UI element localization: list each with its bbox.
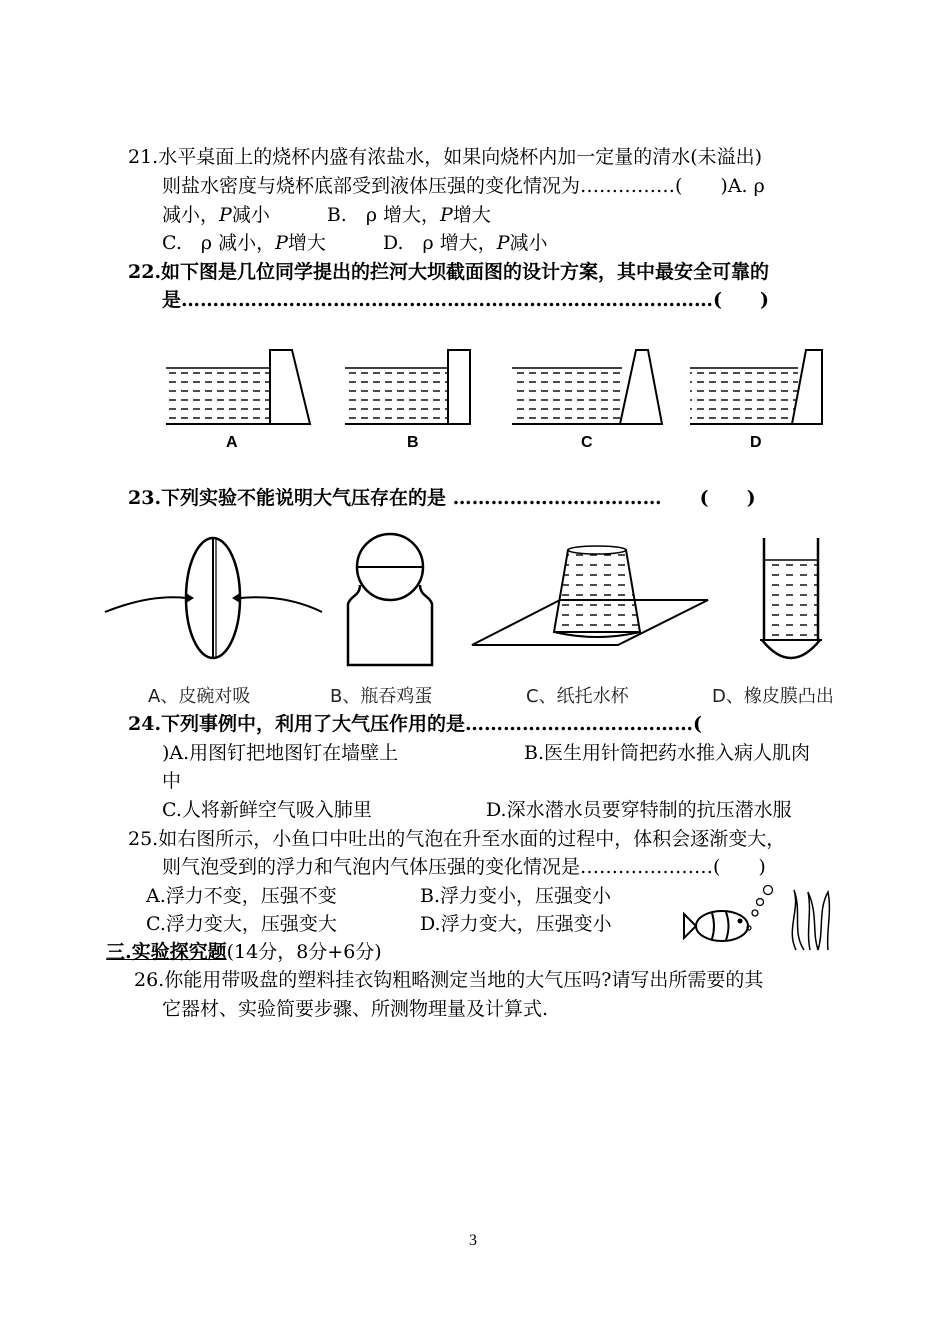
q25-option-c: C.浮力变大，压强变大: [146, 913, 337, 935]
q25-line2: 则气泡受到的浮力和气泡内气体压强的变化情况是…………………( ): [162, 856, 766, 878]
caption-a: A、皮碗对吸: [148, 686, 251, 707]
q24-line4b: D.深水潜水员要穿特制的抗压潜水服: [486, 799, 792, 821]
caption-d: D、橡皮膜凸出: [712, 686, 834, 707]
section3-heading: 三.实验探究题(14分，8分+6分): [106, 941, 382, 963]
q24-line2b: B.医生用针筒把药水推入病人肌肉: [524, 742, 811, 764]
q26-line2: 它器材、实验简要步骤、所测物理量及计算式.: [162, 998, 549, 1020]
caption-c: C、纸托水杯: [526, 686, 629, 707]
q25-option-b: B.浮力变小，压强变小: [420, 885, 612, 907]
dam-label-c: C: [581, 434, 593, 451]
dam-label-d: D: [750, 434, 762, 451]
dam-label-b: B: [407, 434, 419, 451]
seaweed-icon: [792, 890, 829, 950]
page-number: 3: [469, 1232, 477, 1249]
bubble-icons: [752, 886, 773, 917]
q21-line2: 则盐水密度与烧杯底部受到液体压强的变化情况为……………( )A. ρ: [162, 175, 765, 197]
q25-option-d: D.浮力变大，压强变小: [420, 913, 612, 935]
q22-line1: 22.如下图是几位同学提出的拦河大坝截面图的设计方案，其中最安全可靠的: [128, 261, 770, 283]
q24-line3: 中: [162, 770, 182, 792]
dam-label-a: A: [226, 434, 238, 451]
q25-option-a: A.浮力不变，压强不变: [146, 885, 337, 907]
q26-line1: 26.你能用带吸盘的塑料挂衣钩粗略测定当地的大气压吗?请写出所需要的其: [134, 969, 764, 991]
q23-line1: 23.下列实验不能说明大气压存在的是 …………………………… ( ): [128, 487, 756, 509]
q22-line2: 是…………………………………………………………………………( ): [162, 289, 769, 311]
q21-line3: 减小，P减小 B. ρ 增大，P增大: [162, 204, 491, 226]
fish-icon: [684, 911, 751, 941]
q24-line1: 24.下列事例中，利用了大气压作用的是………………………………(: [128, 713, 703, 735]
q21-line4: C. ρ 减小，P增大 D. ρ 增大，P减小: [162, 232, 548, 254]
q21-line1: 21.水平桌面上的烧杯内盛有浓盐水，如果向烧杯内加一定量的清水(未溢出): [128, 146, 763, 168]
q24-line2a: )A.用图钉把地图钉在墙壁上: [162, 742, 399, 764]
q24-line4a: C.人将新鲜空气吸入肺里: [162, 799, 372, 821]
caption-b: B、瓶吞鸡蛋: [330, 686, 433, 707]
q25-line1: 25.如右图所示，小鱼口中吐出的气泡在升至水面的过程中，体积会逐渐变大，: [128, 828, 786, 850]
